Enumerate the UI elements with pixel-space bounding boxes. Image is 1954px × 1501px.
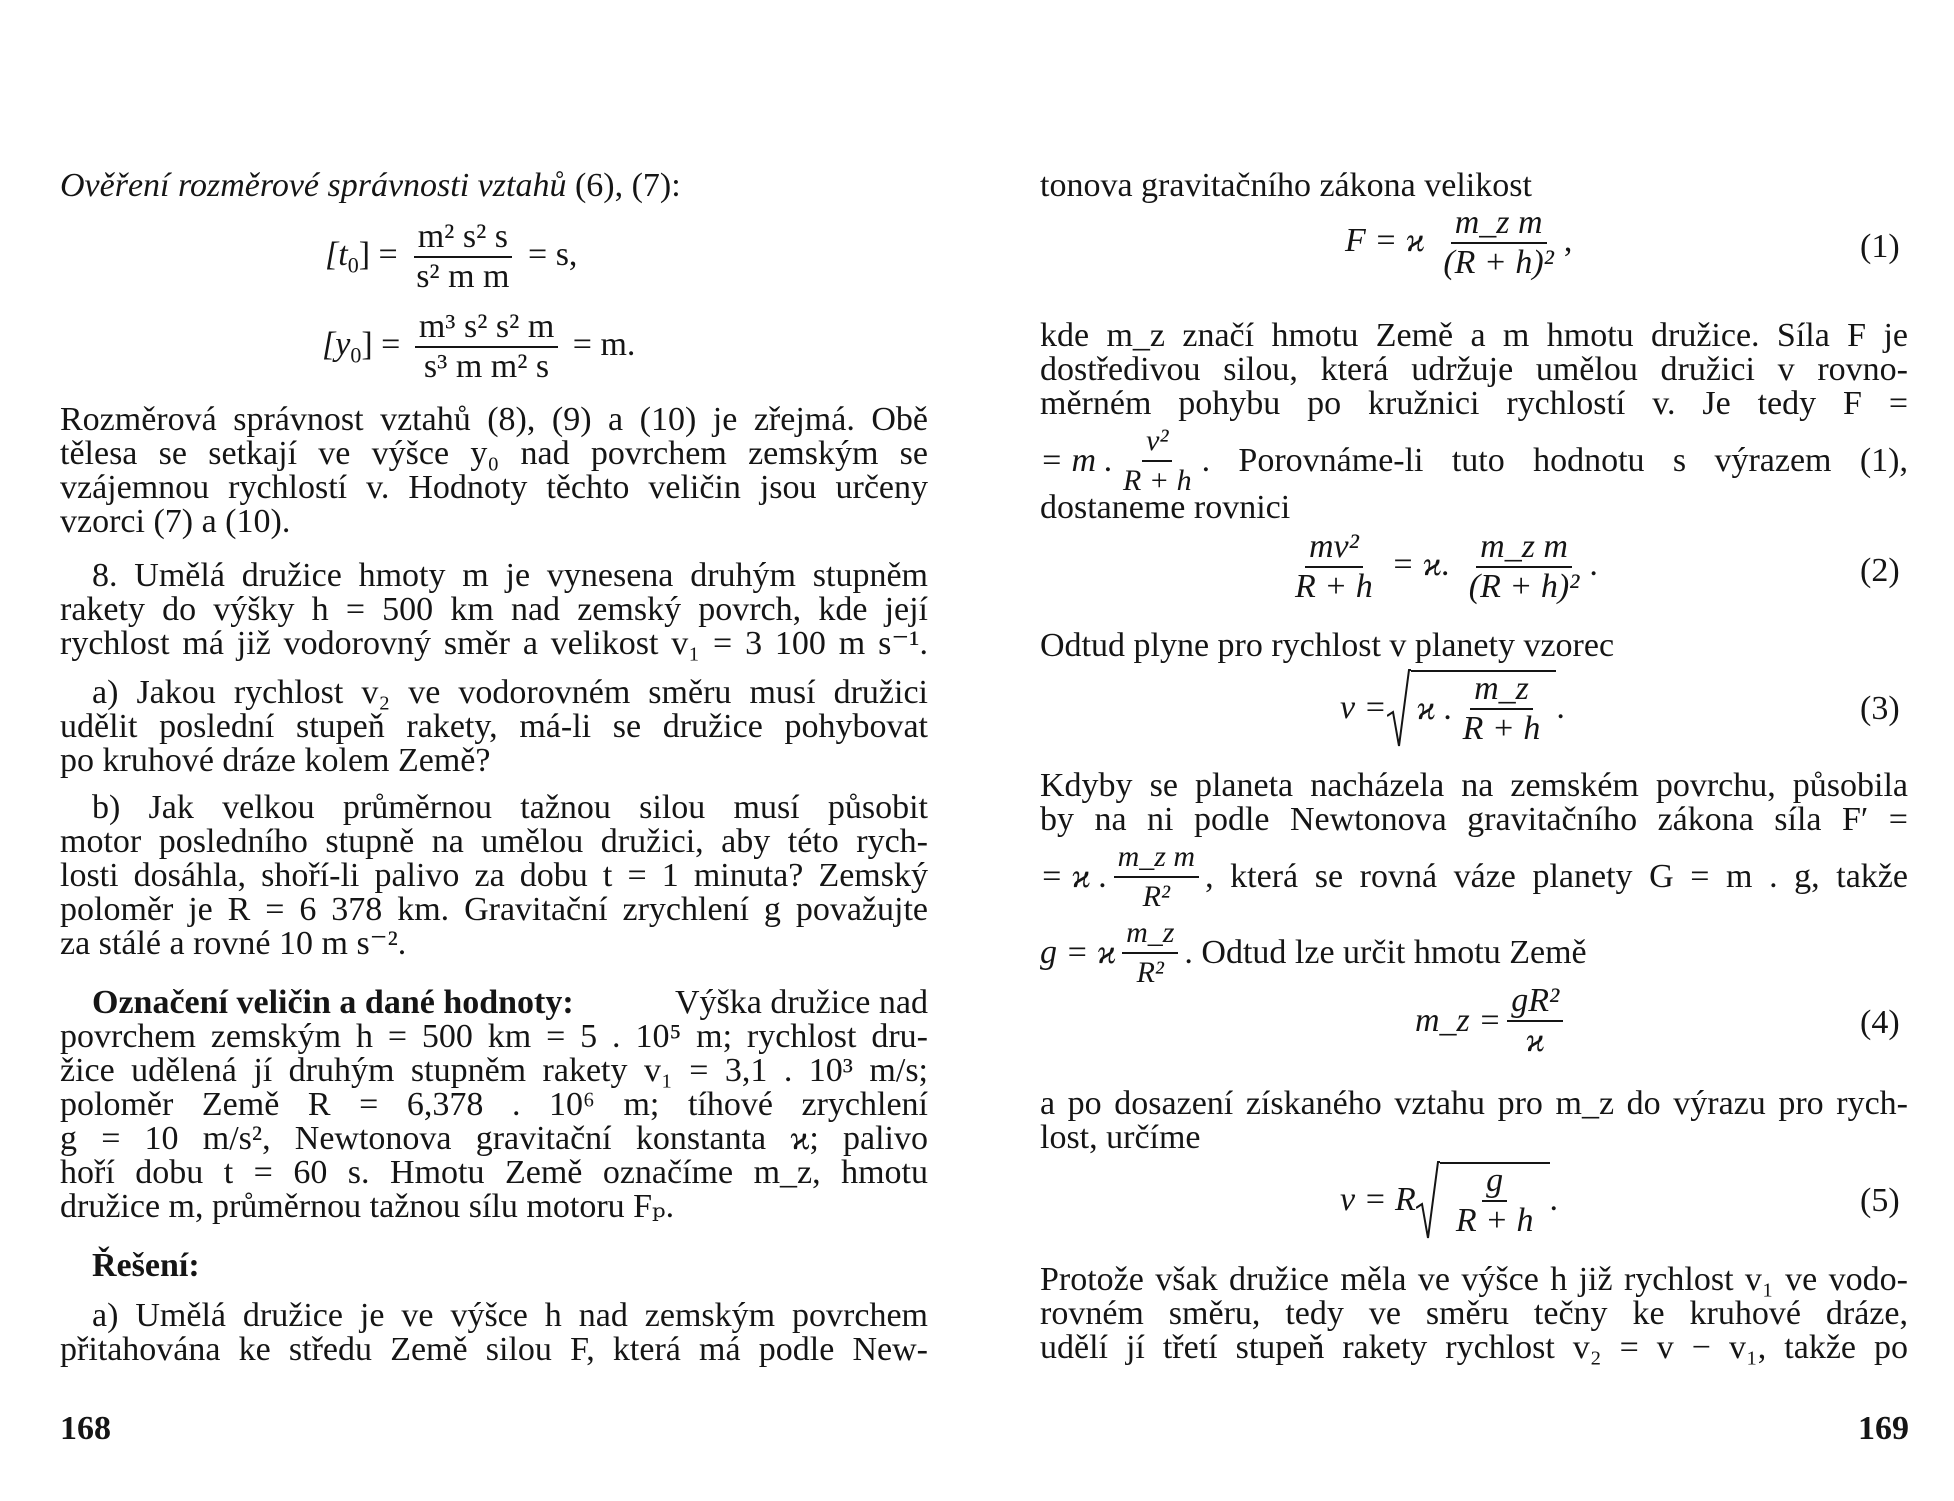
text-line: a) Umělá družice je ve výšce h nad zemským povrchem [92,1297,928,1334]
text-line: tonova gravitačního zákona velikost [1040,167,1532,204]
text-line: a po dosazení získaného vztahu pro m_z do výrazu pro rych- [1040,1085,1908,1122]
sqrt-sign: ϰ . $\frac{m\_z}{R + h}$ [1387,668,1557,748]
inline-equation-line: g = ϰ $\frac{m\_z}{\text{R²}}$ . Odtud lze určit hmotu Země [1040,916,1587,989]
sqrt-sign: $\frac{g}{R + h}$ [1416,1160,1550,1240]
right-page [1000,0,1909,1501]
text-line: měrném pohybu po kružnici rychlostí v. Je tedy F = [1040,385,1908,422]
equation-y0: $[y_0]$ = $\frac{\text{m³ s² s² m}}{\text{s³ m m² s}}$ = m. [322,308,636,385]
text-line: Kdyby se planeta nacházela na zemském povrchu, působila [1040,767,1908,804]
text-line: udělit poslední stupeň rakety, má-li se družice pohybovat [60,708,928,745]
text-line: Odtud plyne pro rychlost v planety vzorec [1040,627,1615,664]
text-line: kde m_z značí hmotu Země a m hmotu družice. Síla F je [1040,317,1908,354]
text-line: žice udělená jí druhým stupněm rakety v₁ = 3,1 . 10³ m/s; [60,1052,928,1089]
equation-3: v = ϰ . $\frac{m\_z}{R + h}$ . [1340,670,1565,747]
equation-2: $\frac{\text{mv²}}{R + h}$ = ϰ. $\frac{\text{m\_z m}}{\text{(R + h)²}}$ . [1295,528,1598,605]
equation-1: F = ϰ $\frac{\text{m\_z m}}{\text{(R + h)²}}$ , [1345,204,1573,281]
solution-heading: Řešení: [92,1247,200,1284]
text-line: tělesa se setkají ve výšce y₀ nad povrchem zemským se [60,435,928,472]
equation-number: (1) [1860,228,1900,265]
text-line: Protože však družice měla ve výšce h již rychlost v₁ ve vodo- [1040,1261,1908,1298]
text-line: vzájemnou rychlostí v. Hodnoty těchto veličin jsou určeny [60,469,928,506]
given-values-first-line: Označení veličin a dané hodnoty: Výška družice nad [92,984,928,1021]
text-line: přitahována ke středu Země silou F, která má podle New- [60,1331,928,1368]
text-line: a) Jakou rychlost v₂ ve vodorovném směru musí družici [92,674,928,711]
equation-number: (4) [1860,1004,1900,1041]
text-line: dostředivou silou, která udržuje umělou družici v rovno- [1040,351,1908,388]
equation-4: m_z = $\frac{\text{gR²}}{ϰ}$ [1415,984,1569,1058]
left-page [0,0,928,1501]
text-line: hoří dobu t = 60 s. Hmotu Země označíme m_z, hmotu [60,1154,928,1191]
text-line: rakety do výšky h = 500 km nad zemský povrch, kde její [60,591,928,628]
inline-equation-line: = ϰ . $\frac{\text{m\_z m}}{\text{R²}}$ , která se rovná váze planety G = m . g, takže [1040,840,1908,913]
equation-number: (5) [1860,1182,1900,1219]
text-line: rychlost má již vodorovný směr a velikost v₁ = 3 100 m s⁻¹. [60,625,928,662]
text-line: poloměr Země R = 6,378 . 10⁶ m; tíhové zrychlení [60,1086,928,1123]
inline-equation-line: = m . $\frac{\text{v²}}{R + h}$ . Porovnáme-li tuto hodnotu s výrazem (1), [1040,424,1908,497]
text-line: motor posledního stupně na umělou družici, aby této rych- [60,823,928,860]
equation-number: (2) [1860,552,1900,589]
text-line: po kruhové dráze kolem Země? [60,742,491,779]
text-line: družice m, průměrnou tažnou sílu motoru Fₚ. [60,1188,675,1225]
text-line: povrchem zemským h = 500 km = 5 . 10⁵ m; rychlost dru- [60,1018,928,1055]
text-line: poloměr je R = 6 378 km. Gravitační zrychlení g považujte [60,891,928,928]
text-line: dostaneme rovnici [1040,489,1291,526]
text-line: za stálé a rovné 10 m s⁻². [60,925,407,962]
equation-number: (3) [1860,690,1900,727]
text-line: lost, určíme [1040,1119,1201,1156]
text-line: 8. Umělá družice hmoty m je vynesena druhým stupněm [92,557,928,594]
equation-5: v = R $\frac{g}{R + h}$ . [1340,1162,1559,1239]
text-line: b) Jak velkou průměrnou tažnou silou musí působit [92,789,928,826]
page-number-right: 169 [1858,1410,1909,1447]
page-number-left: 168 [60,1410,111,1447]
text-line: Rozměrová správnost vztahů (8), (9) a (10) je zřejmá. Obě [60,401,928,438]
text-line: udělí jí třetí stupeň rakety rychlost v₂ = v − v₁, takže po [1040,1329,1908,1366]
equation-t0: $[t_0]$ = $\frac{\text{m² s² s}}{\text{s² m m}}$ = s, [325,218,578,295]
text-line: vzorci (7) a (10). [60,503,291,540]
text-line: by na ni podle Newtonova gravitačního zákona síla F′ = [1040,801,1908,838]
verification-heading: Ověření rozměrové správnosti vztahů (6), (7): [60,167,681,204]
text-line: g = 10 m/s², Newtonova gravitační konstanta ϰ; palivo [60,1120,928,1157]
text-line: rovném směru, tedy ve směru tečny ke kruhové dráze, [1040,1295,1908,1332]
text-line: losti dosáhla, shoří-li palivo za dobu t = 1 minuta? Zemský [60,857,928,894]
